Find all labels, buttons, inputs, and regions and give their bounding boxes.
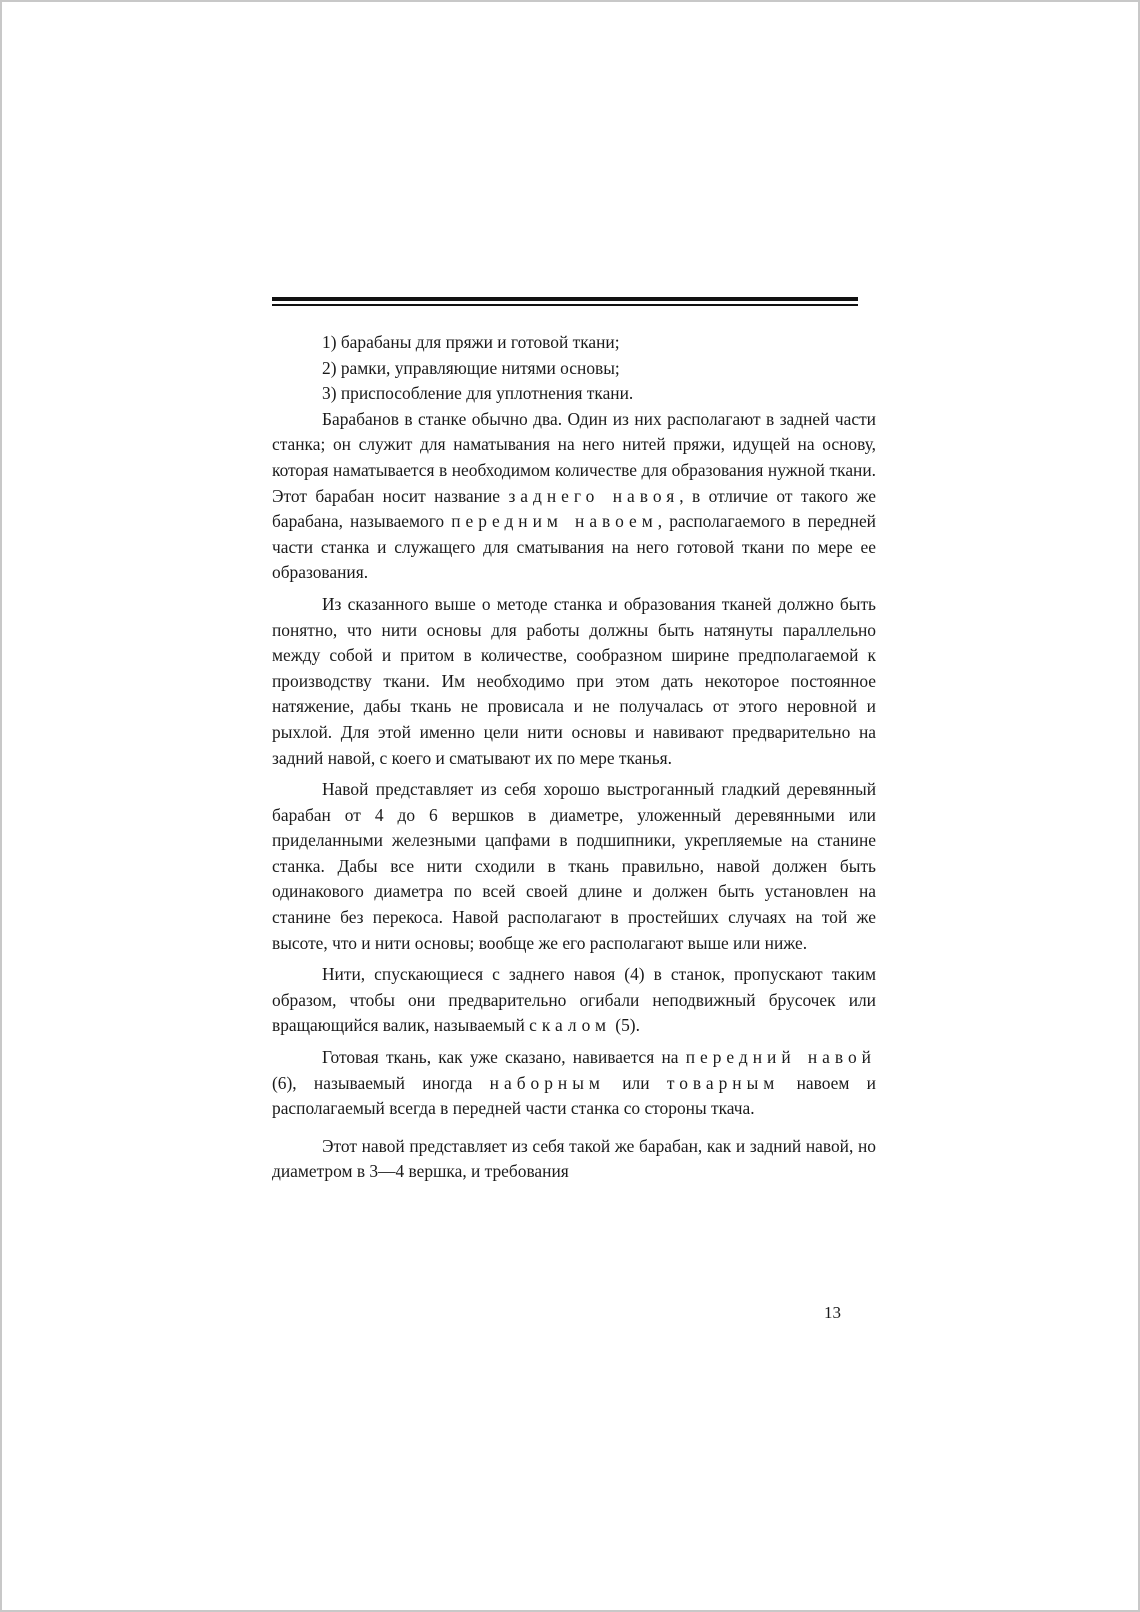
term-front-beam: передним навоем [451,511,658,532]
header-rule-thin [272,304,858,306]
term-skal: скалом [529,1015,611,1036]
term-take-up: наборным [489,1072,605,1093]
term-rear-beam: заднего навоя [508,485,680,506]
header-rule-thick [272,297,858,301]
body-text [272,330,876,1185]
paragraph-cloth-beam-text-1: Готовая ткань, как уже сказано, навивается на [322,1047,686,1068]
header-rule [272,297,858,306]
term-front-beam-2: передний навой [685,1047,876,1068]
paragraph-drums-text-2: , в отличие от такого же барабана, называемого [272,485,876,532]
paragraph-back-rest-text-2: (5). [610,1015,640,1036]
paragraph-drums-text-3: , располагаемого в передней части станка и служащего для сматывания на него готовой ткани по мере ее образования. [272,511,876,583]
paragraph-front-beam-size: Этот навой представляет из себя такой же барабан, как и задний навой, но диаметром в 3—4 вершка, и требования [272,1135,876,1182]
paragraph-cloth-beam-text-3: или [604,1072,667,1093]
paragraph-cloth-beam-text-2: (6), называемый иногда [272,1072,490,1093]
paragraph-cloth-beam [272,1045,876,1122]
paragraph-cloth-beam-text-4: навоем и располагаемый всегда в передней части станка со стороны ткача. [272,1072,876,1119]
paragraph-warp-tension: Из сказанного выше о методе станка и образования тканей должно быть понятно, что нити основы для работы должны быть натянуты параллельно между собой и притом в количестве, сообразном ширине предполагаемой к производству ткани. Им необходимо при этом дать некоторое постоянное натяжение, дабы ткань не провисала и не получалась от этого неровной и рыхлой. Для этой именно цели нити основы и навивают предварительно на задний навой, с коего и сматывают их по мере тканья. [272,593,876,768]
paragraph-back-rest [272,962,876,1039]
page-number: 13 [824,1303,841,1322]
list-item-2: 2) рамки, управляющие нитями основы; [322,357,620,378]
list-item-3: 3) приспособление для уплотнения ткани. [322,383,634,404]
paragraph-beam-description: Навой представляет из себя хорошо выстроганный гладкий деревянный барабан от 4 до 6 вершков в диаметре, уложенный деревянными или приделанными железными цапфами в подшипники, укрепляемые на станине станка. Дабы все нити сходили в ткань правильно, навой должен быть одинакового диаметра по всей своей длине и должен быть установлен на станине без перекоса. Навой располагают в простейших случаях на той же высоте, что и нити основы; вообще же его располагают выше или ниже. [272,779,876,953]
paragraph-back-rest-text-1: Нити, спускающиеся с заднего навоя (4) в станок, пропускают таким образом, чтобы они предварительно огибали неподвижный брусочек или вращающийся валик, называемый [272,964,876,1036]
paragraph-drums [272,407,876,586]
paragraph-drums-text-1: Барабанов в станке обычно два. Один из них располагают в задней части станка; он служит для наматывания на него нитей пряжи, идущей на основу, которая наматывается в необходимом количестве для образования нужной ткани. Этот барабан носит название [272,408,876,506]
term-goods: товарным [666,1072,780,1093]
list-item-1: 1) барабаны для пряжи и готовой ткани; [322,332,620,352]
